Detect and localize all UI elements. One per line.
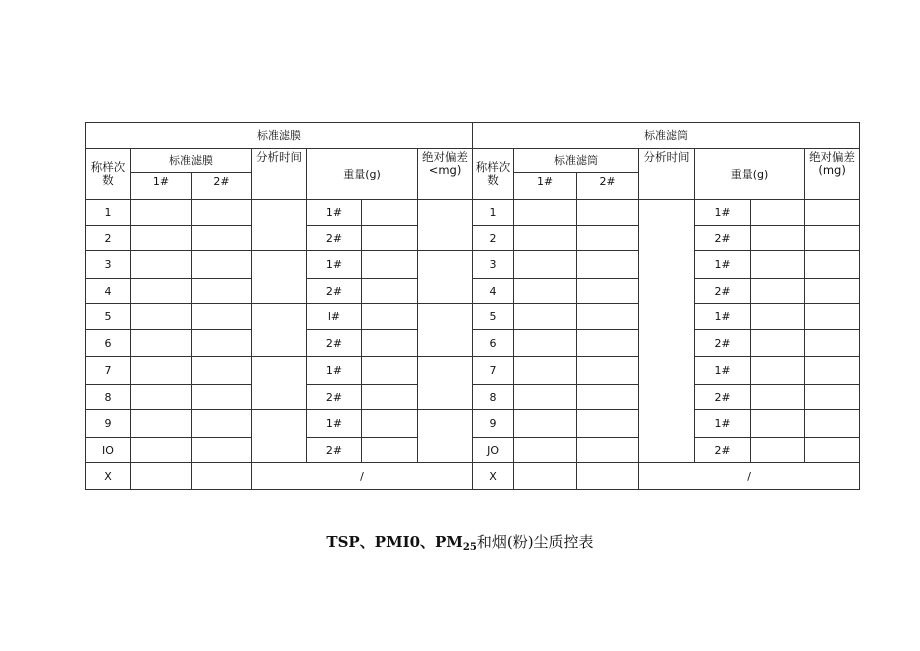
deviation-cell[interactable] (805, 200, 860, 226)
data-cell[interactable] (362, 226, 418, 251)
caption-pollutants: TSP、PMI0、PM (326, 533, 463, 551)
analysis-time-cell[interactable] (252, 200, 307, 251)
deviation-cell[interactable] (805, 226, 860, 251)
data-cell[interactable] (577, 385, 639, 410)
data-cell[interactable] (751, 279, 805, 304)
data-cell[interactable] (362, 304, 418, 330)
weight-label-left: l# (307, 304, 362, 330)
membrane-section-title: 标准滤膜 (86, 123, 473, 149)
sample-no-left: IO (86, 438, 131, 463)
time-header-left: 分析时间 (252, 149, 307, 200)
caption-subscript: 25 (462, 542, 477, 553)
deviation-cell[interactable] (805, 385, 860, 410)
data-cell[interactable] (514, 200, 577, 226)
sample-no-right: 3 (473, 251, 514, 279)
mean-cell[interactable] (514, 463, 577, 490)
data-cell[interactable] (131, 330, 192, 357)
data-cell[interactable] (514, 279, 577, 304)
data-cell[interactable] (131, 304, 192, 330)
data-cell[interactable] (751, 304, 805, 330)
data-cell[interactable] (131, 438, 192, 463)
sample-no-left: 6 (86, 330, 131, 357)
data-cell[interactable] (751, 226, 805, 251)
weight-label-left: 1# (307, 251, 362, 279)
data-cell[interactable] (131, 279, 192, 304)
sample-no-right: 1 (473, 200, 514, 226)
mean-cell[interactable] (131, 463, 192, 490)
deviation-cell[interactable] (418, 304, 473, 357)
data-cell[interactable] (751, 385, 805, 410)
sample-no-left: 5 (86, 304, 131, 330)
data-cell[interactable] (514, 251, 577, 279)
count-header-left: 称样次数 (86, 149, 131, 200)
weight-label-right: 1# (695, 200, 751, 226)
weight-label-right: 2# (695, 330, 751, 357)
deviation-cell[interactable] (805, 330, 860, 357)
analysis-time-cell[interactable] (252, 357, 307, 410)
data-cell[interactable] (577, 410, 639, 438)
data-cell[interactable] (577, 279, 639, 304)
deviation-cell[interactable] (805, 279, 860, 304)
data-cell[interactable] (362, 385, 418, 410)
data-cell[interactable] (362, 330, 418, 357)
data-cell[interactable] (192, 226, 252, 251)
weight-label-left: 1# (307, 410, 362, 438)
data-cell[interactable] (192, 279, 252, 304)
count-header-right: 称样次数 (473, 149, 514, 200)
sample-no-right: 6 (473, 330, 514, 357)
data-cell[interactable] (192, 357, 252, 385)
data-cell[interactable] (131, 385, 192, 410)
weight-label-left: 1# (307, 357, 362, 385)
sample-no-right: 5 (473, 304, 514, 330)
analysis-time-cell[interactable] (252, 410, 307, 463)
data-cell[interactable] (751, 200, 805, 226)
data-cell[interactable] (362, 279, 418, 304)
membrane-col-2: 2# (192, 173, 252, 200)
data-cell[interactable] (577, 251, 639, 279)
cartridge-col-2: 2# (577, 173, 639, 200)
data-cell[interactable] (577, 200, 639, 226)
weight-label-left: 2# (307, 438, 362, 463)
data-cell[interactable] (514, 385, 577, 410)
data-cell[interactable] (751, 438, 805, 463)
data-cell[interactable] (192, 410, 252, 438)
cartridge-col-1: 1# (514, 173, 577, 200)
analysis-time-cell[interactable] (639, 200, 695, 463)
data-cell[interactable] (751, 410, 805, 438)
weight-label-right: 1# (695, 251, 751, 279)
membrane-col-1: 1# (131, 173, 192, 200)
weight-label-right: 2# (695, 226, 751, 251)
data-cell[interactable] (192, 200, 252, 226)
deviation-header-right: 绝对偏差(mg) (805, 149, 860, 200)
sample-no-left: 4 (86, 279, 131, 304)
data-cell[interactable] (131, 200, 192, 226)
deviation-cell[interactable] (418, 410, 473, 463)
sample-no-left: 3 (86, 251, 131, 279)
data-cell[interactable] (751, 330, 805, 357)
mean-slash-right: / (639, 463, 860, 490)
weight-label-left: 2# (307, 385, 362, 410)
data-cell[interactable] (362, 200, 418, 226)
weight-label-left: 1# (307, 200, 362, 226)
mean-label-right: X (473, 463, 514, 490)
sample-no-left: 9 (86, 410, 131, 438)
sample-no-right: 7 (473, 357, 514, 385)
weight-label-left: 2# (307, 330, 362, 357)
data-cell[interactable] (131, 251, 192, 279)
sample-no-left: 8 (86, 385, 131, 410)
data-cell[interactable] (577, 226, 639, 251)
sample-no-right: 2 (473, 226, 514, 251)
data-cell[interactable] (514, 438, 577, 463)
weight-header-left: 重量(g) (307, 149, 418, 200)
mean-cell[interactable] (192, 463, 252, 490)
sample-no-right: 9 (473, 410, 514, 438)
weight-label-left: 2# (307, 279, 362, 304)
data-cell[interactable] (751, 251, 805, 279)
weight-label-right: 2# (695, 385, 751, 410)
data-cell[interactable] (514, 357, 577, 385)
data-cell[interactable] (131, 357, 192, 385)
data-cell[interactable] (192, 330, 252, 357)
weight-label-right: 1# (695, 304, 751, 330)
data-cell[interactable] (362, 357, 418, 385)
data-cell[interactable] (577, 357, 639, 385)
analysis-time-cell[interactable] (252, 251, 307, 304)
weight-label-right: 1# (695, 357, 751, 385)
sample-no-right: 4 (473, 279, 514, 304)
weight-label-right: 2# (695, 279, 751, 304)
mean-cell[interactable] (577, 463, 639, 490)
data-cell[interactable] (192, 385, 252, 410)
data-cell[interactable] (362, 251, 418, 279)
deviation-header-left: 绝对偏差<mg) (418, 149, 473, 200)
deviation-cell[interactable] (805, 304, 860, 330)
sample-no-left: 7 (86, 357, 131, 385)
sample-no-left: 1 (86, 200, 131, 226)
data-cell[interactable] (362, 410, 418, 438)
mean-slash-left: / (252, 463, 473, 490)
cartridge-sub-header: 标准滤筒 (514, 149, 639, 173)
deviation-cell[interactable] (418, 251, 473, 304)
data-cell[interactable] (577, 304, 639, 330)
sample-no-right: 8 (473, 385, 514, 410)
data-cell[interactable] (514, 304, 577, 330)
data-cell[interactable] (192, 304, 252, 330)
deviation-cell[interactable] (805, 438, 860, 463)
deviation-cell[interactable] (805, 357, 860, 385)
weight-header-right: 重量(g) (695, 149, 805, 200)
data-cell[interactable] (192, 251, 252, 279)
weight-label-right: 1# (695, 410, 751, 438)
deviation-cell[interactable] (418, 357, 473, 410)
membrane-sub-header: 标准滤膜 (131, 149, 252, 173)
cartridge-section-title: 标准滤筒 (473, 123, 860, 149)
data-cell[interactable] (362, 438, 418, 463)
weight-label-left: 2# (307, 226, 362, 251)
table-caption (0, 531, 920, 553)
data-cell[interactable] (192, 438, 252, 463)
data-cell[interactable] (514, 330, 577, 357)
data-cell[interactable] (751, 357, 805, 385)
deviation-cell[interactable] (805, 251, 860, 279)
data-cell[interactable] (131, 226, 192, 251)
data-cell[interactable] (577, 330, 639, 357)
deviation-cell[interactable] (418, 200, 473, 251)
weight-label-right: 2# (695, 438, 751, 463)
sample-no-left: 2 (86, 226, 131, 251)
caption-title: 和烟(粉)尘质控表 (476, 533, 594, 551)
mean-label-left: X (86, 463, 131, 490)
time-header-right: 分析时间 (639, 149, 695, 200)
analysis-time-cell[interactable] (252, 304, 307, 357)
data-cell[interactable] (131, 410, 192, 438)
data-cell[interactable] (514, 410, 577, 438)
data-cell[interactable] (577, 438, 639, 463)
sample-no-right: JO (473, 438, 514, 463)
data-cell[interactable] (514, 226, 577, 251)
quality-control-table (85, 122, 860, 490)
deviation-cell[interactable] (805, 410, 860, 438)
